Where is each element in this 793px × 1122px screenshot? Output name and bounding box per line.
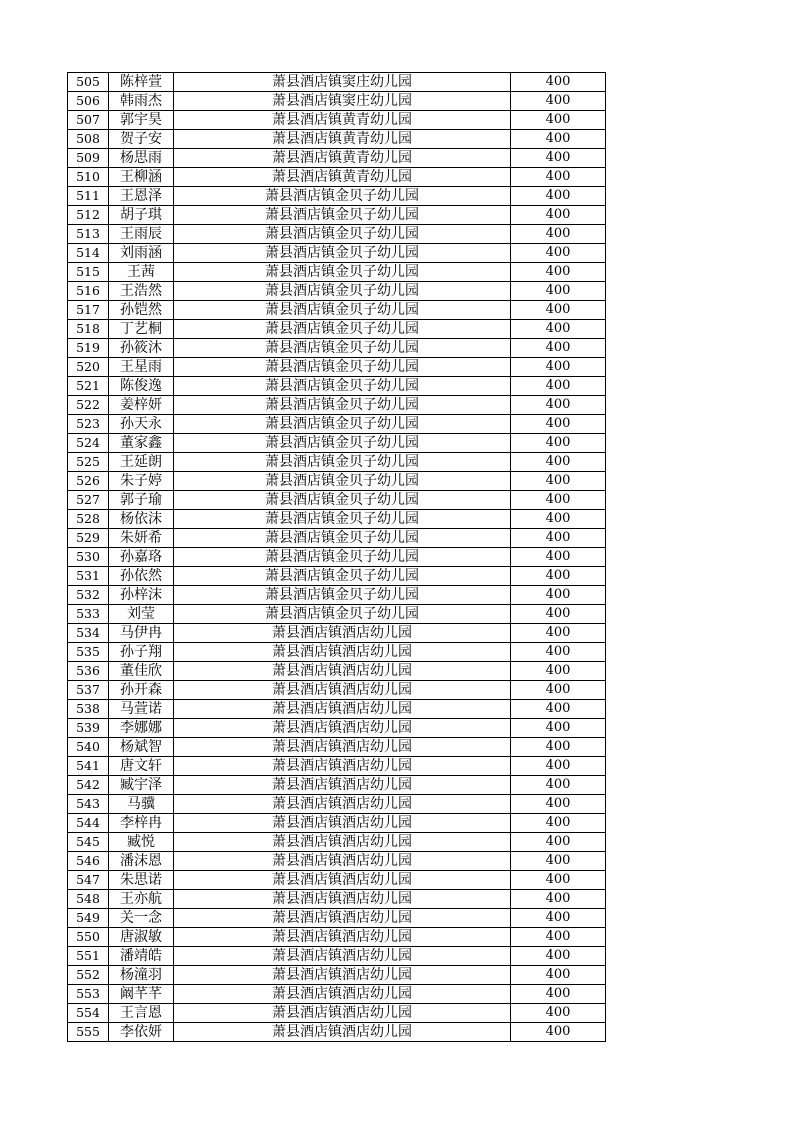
- child-name-cell: 王延朗: [109, 453, 174, 472]
- table-row: [68, 776, 606, 795]
- child-name-cell: 王恩泽: [109, 187, 174, 206]
- table-row: [68, 738, 606, 757]
- row-number-cell: 550: [68, 928, 109, 947]
- amount-cell: 400: [511, 586, 606, 605]
- amount-cell: 400: [511, 339, 606, 358]
- amount-cell: 400: [511, 643, 606, 662]
- child-name-cell: 王柳涵: [109, 168, 174, 187]
- kindergarten-name-cell: 萧县酒店镇酒店幼儿园: [174, 985, 511, 1004]
- child-name-cell: 潘沫恩: [109, 852, 174, 871]
- kindergarten-name-cell: 萧县酒店镇黄青幼儿园: [174, 168, 511, 187]
- table-row: [68, 1023, 606, 1042]
- table-row: [68, 985, 606, 1004]
- amount-cell: 400: [511, 529, 606, 548]
- amount-cell: 400: [511, 111, 606, 130]
- amount-cell: 400: [511, 795, 606, 814]
- kindergarten-name-cell: 萧县酒店镇酒店幼儿园: [174, 928, 511, 947]
- row-number-cell: 521: [68, 377, 109, 396]
- amount-cell: 400: [511, 206, 606, 225]
- row-number-cell: 520: [68, 358, 109, 377]
- kindergarten-name-cell: 萧县酒店镇金贝子幼儿园: [174, 434, 511, 453]
- row-number-cell: 539: [68, 719, 109, 738]
- amount-cell: 400: [511, 624, 606, 643]
- amount-cell: 400: [511, 909, 606, 928]
- kindergarten-name-cell: 萧县酒店镇黄青幼儿园: [174, 130, 511, 149]
- table-row: [68, 1004, 606, 1023]
- child-name-cell: 王浩然: [109, 282, 174, 301]
- amount-cell: 400: [511, 1023, 606, 1042]
- amount-cell: 400: [511, 187, 606, 206]
- row-number-cell: 525: [68, 453, 109, 472]
- child-name-cell: 刘莹: [109, 605, 174, 624]
- child-name-cell: 孙筱沐: [109, 339, 174, 358]
- child-name-cell: 朱妍希: [109, 529, 174, 548]
- row-number-cell: 552: [68, 966, 109, 985]
- table-row: [68, 529, 606, 548]
- kindergarten-name-cell: 萧县酒店镇酒店幼儿园: [174, 719, 511, 738]
- kindergarten-name-cell: 萧县酒店镇酒店幼儿园: [174, 662, 511, 681]
- row-number-cell: 508: [68, 130, 109, 149]
- row-number-cell: 513: [68, 225, 109, 244]
- row-number-cell: 555: [68, 1023, 109, 1042]
- child-name-cell: 臧宇泽: [109, 776, 174, 795]
- row-number-cell: 509: [68, 149, 109, 168]
- child-name-cell: 唐淑敏: [109, 928, 174, 947]
- table-row: [68, 168, 606, 187]
- kindergarten-name-cell: 萧县酒店镇酒店幼儿园: [174, 1004, 511, 1023]
- amount-cell: 400: [511, 320, 606, 339]
- amount-cell: 400: [511, 225, 606, 244]
- kindergarten-name-cell: 萧县酒店镇金贝子幼儿园: [174, 301, 511, 320]
- table-row: [68, 605, 606, 624]
- subsidy-table-wrapper: [67, 72, 606, 1042]
- amount-cell: 400: [511, 833, 606, 852]
- kindergarten-name-cell: 萧县酒店镇金贝子幼儿园: [174, 510, 511, 529]
- child-name-cell: 杨思雨: [109, 149, 174, 168]
- kindergarten-name-cell: 萧县酒店镇酒店幼儿园: [174, 871, 511, 890]
- child-name-cell: 王亦航: [109, 890, 174, 909]
- table-row: [68, 415, 606, 434]
- amount-cell: 400: [511, 510, 606, 529]
- kindergarten-name-cell: 萧县酒店镇金贝子幼儿园: [174, 415, 511, 434]
- table-row: [68, 111, 606, 130]
- amount-cell: 400: [511, 1004, 606, 1023]
- child-name-cell: 王星雨: [109, 358, 174, 377]
- child-name-cell: 朱思诺: [109, 871, 174, 890]
- kindergarten-name-cell: 萧县酒店镇酒店幼儿园: [174, 833, 511, 852]
- table-row: [68, 795, 606, 814]
- row-number-cell: 517: [68, 301, 109, 320]
- row-number-cell: 515: [68, 263, 109, 282]
- table-row: [68, 377, 606, 396]
- row-number-cell: 548: [68, 890, 109, 909]
- kindergarten-name-cell: 萧县酒店镇酒店幼儿园: [174, 624, 511, 643]
- kindergarten-name-cell: 萧县酒店镇金贝子幼儿园: [174, 320, 511, 339]
- child-name-cell: 李娜娜: [109, 719, 174, 738]
- child-name-cell: 马萱诺: [109, 700, 174, 719]
- row-number-cell: 551: [68, 947, 109, 966]
- kindergarten-name-cell: 萧县酒店镇金贝子幼儿园: [174, 396, 511, 415]
- row-number-cell: 530: [68, 548, 109, 567]
- kindergarten-name-cell: 萧县酒店镇金贝子幼儿园: [174, 472, 511, 491]
- amount-cell: 400: [511, 415, 606, 434]
- table-row: [68, 130, 606, 149]
- kindergarten-name-cell: 萧县酒店镇酒店幼儿园: [174, 643, 511, 662]
- kindergarten-name-cell: 萧县酒店镇酒店幼儿园: [174, 681, 511, 700]
- row-number-cell: 519: [68, 339, 109, 358]
- child-name-cell: 马伊冉: [109, 624, 174, 643]
- amount-cell: 400: [511, 548, 606, 567]
- kindergarten-name-cell: 萧县酒店镇酒店幼儿园: [174, 757, 511, 776]
- row-number-cell: 534: [68, 624, 109, 643]
- table-row: [68, 814, 606, 833]
- table-row: [68, 282, 606, 301]
- amount-cell: 400: [511, 472, 606, 491]
- row-number-cell: 540: [68, 738, 109, 757]
- child-name-cell: 陈梓萱: [109, 73, 174, 92]
- child-name-cell: 朱子婷: [109, 472, 174, 491]
- kindergarten-name-cell: 萧县酒店镇金贝子幼儿园: [174, 377, 511, 396]
- kindergarten-name-cell: 萧县酒店镇黄青幼儿园: [174, 111, 511, 130]
- amount-cell: 400: [511, 453, 606, 472]
- amount-cell: 400: [511, 662, 606, 681]
- kindergarten-name-cell: 萧县酒店镇金贝子幼儿园: [174, 453, 511, 472]
- child-name-cell: 丁艺桐: [109, 320, 174, 339]
- row-number-cell: 538: [68, 700, 109, 719]
- table-row: [68, 548, 606, 567]
- amount-cell: 400: [511, 377, 606, 396]
- table-row: [68, 871, 606, 890]
- row-number-cell: 527: [68, 491, 109, 510]
- table-row: [68, 491, 606, 510]
- child-name-cell: 孙依然: [109, 567, 174, 586]
- amount-cell: 400: [511, 168, 606, 187]
- subsidy-table: [67, 72, 606, 1042]
- row-number-cell: 545: [68, 833, 109, 852]
- child-name-cell: 刘雨涵: [109, 244, 174, 263]
- row-number-cell: 526: [68, 472, 109, 491]
- child-name-cell: 王茜: [109, 263, 174, 282]
- child-name-cell: 杨斌智: [109, 738, 174, 757]
- table-row: [68, 681, 606, 700]
- table-row: [68, 396, 606, 415]
- child-name-cell: 关一念: [109, 909, 174, 928]
- kindergarten-name-cell: 萧县酒店镇酒店幼儿园: [174, 700, 511, 719]
- amount-cell: 400: [511, 605, 606, 624]
- kindergarten-name-cell: 萧县酒店镇酒店幼儿园: [174, 947, 511, 966]
- kindergarten-name-cell: 萧县酒店镇酒店幼儿园: [174, 776, 511, 795]
- amount-cell: 400: [511, 358, 606, 377]
- table-row: [68, 928, 606, 947]
- child-name-cell: 阚芊芊: [109, 985, 174, 1004]
- kindergarten-name-cell: 萧县酒店镇金贝子幼儿园: [174, 529, 511, 548]
- row-number-cell: 547: [68, 871, 109, 890]
- table-row: [68, 472, 606, 491]
- row-number-cell: 511: [68, 187, 109, 206]
- row-number-cell: 512: [68, 206, 109, 225]
- kindergarten-name-cell: 萧县酒店镇酒店幼儿园: [174, 890, 511, 909]
- table-row: [68, 833, 606, 852]
- kindergarten-name-cell: 萧县酒店镇酒店幼儿园: [174, 814, 511, 833]
- kindergarten-name-cell: 萧县酒店镇酒店幼儿园: [174, 909, 511, 928]
- child-name-cell: 董家鑫: [109, 434, 174, 453]
- table-row: [68, 358, 606, 377]
- child-name-cell: 董佳欣: [109, 662, 174, 681]
- row-number-cell: 505: [68, 73, 109, 92]
- row-number-cell: 544: [68, 814, 109, 833]
- row-number-cell: 528: [68, 510, 109, 529]
- child-name-cell: 马骥: [109, 795, 174, 814]
- table-row: [68, 92, 606, 111]
- table-row: [68, 187, 606, 206]
- child-name-cell: 韩雨杰: [109, 92, 174, 111]
- row-number-cell: 522: [68, 396, 109, 415]
- kindergarten-name-cell: 萧县酒店镇金贝子幼儿园: [174, 187, 511, 206]
- kindergarten-name-cell: 萧县酒店镇金贝子幼儿园: [174, 244, 511, 263]
- amount-cell: 400: [511, 871, 606, 890]
- child-name-cell: 胡子琪: [109, 206, 174, 225]
- row-number-cell: 518: [68, 320, 109, 339]
- child-name-cell: 唐文轩: [109, 757, 174, 776]
- amount-cell: 400: [511, 814, 606, 833]
- child-name-cell: 李依妍: [109, 1023, 174, 1042]
- row-number-cell: 533: [68, 605, 109, 624]
- amount-cell: 400: [511, 149, 606, 168]
- amount-cell: 400: [511, 396, 606, 415]
- kindergarten-name-cell: 萧县酒店镇金贝子幼儿园: [174, 358, 511, 377]
- amount-cell: 400: [511, 73, 606, 92]
- table-row: [68, 947, 606, 966]
- amount-cell: 400: [511, 852, 606, 871]
- amount-cell: 400: [511, 681, 606, 700]
- amount-cell: 400: [511, 700, 606, 719]
- kindergarten-name-cell: 萧县酒店镇金贝子幼儿园: [174, 206, 511, 225]
- table-row: [68, 966, 606, 985]
- amount-cell: 400: [511, 928, 606, 947]
- row-number-cell: 514: [68, 244, 109, 263]
- table-row: [68, 567, 606, 586]
- kindergarten-name-cell: 萧县酒店镇金贝子幼儿园: [174, 605, 511, 624]
- table-row: [68, 643, 606, 662]
- kindergarten-name-cell: 萧县酒店镇金贝子幼儿园: [174, 282, 511, 301]
- row-number-cell: 529: [68, 529, 109, 548]
- row-number-cell: 531: [68, 567, 109, 586]
- row-number-cell: 524: [68, 434, 109, 453]
- row-number-cell: 532: [68, 586, 109, 605]
- kindergarten-name-cell: 萧县酒店镇金贝子幼儿园: [174, 548, 511, 567]
- kindergarten-name-cell: 萧县酒店镇金贝子幼儿园: [174, 586, 511, 605]
- table-row: [68, 852, 606, 871]
- row-number-cell: 537: [68, 681, 109, 700]
- table-row: [68, 149, 606, 168]
- table-row: [68, 73, 606, 92]
- row-number-cell: 541: [68, 757, 109, 776]
- child-name-cell: 贺子安: [109, 130, 174, 149]
- child-name-cell: 臧悦: [109, 833, 174, 852]
- child-name-cell: 郭子瑜: [109, 491, 174, 510]
- table-row: [68, 586, 606, 605]
- child-name-cell: 孙铠然: [109, 301, 174, 320]
- amount-cell: 400: [511, 757, 606, 776]
- table-body: [68, 73, 606, 1042]
- child-name-cell: 王雨辰: [109, 225, 174, 244]
- child-name-cell: 李梓冉: [109, 814, 174, 833]
- kindergarten-name-cell: 萧县酒店镇金贝子幼儿园: [174, 491, 511, 510]
- amount-cell: 400: [511, 947, 606, 966]
- amount-cell: 400: [511, 244, 606, 263]
- table-row: [68, 719, 606, 738]
- table-row: [68, 662, 606, 681]
- table-row: [68, 909, 606, 928]
- amount-cell: 400: [511, 738, 606, 757]
- amount-cell: 400: [511, 282, 606, 301]
- amount-cell: 400: [511, 92, 606, 111]
- row-number-cell: 554: [68, 1004, 109, 1023]
- table-row: [68, 624, 606, 643]
- kindergarten-name-cell: 萧县酒店镇金贝子幼儿园: [174, 225, 511, 244]
- amount-cell: 400: [511, 263, 606, 282]
- child-name-cell: 陈俊逸: [109, 377, 174, 396]
- table-row: [68, 244, 606, 263]
- row-number-cell: 507: [68, 111, 109, 130]
- child-name-cell: 杨潼羽: [109, 966, 174, 985]
- table-row: [68, 263, 606, 282]
- row-number-cell: 542: [68, 776, 109, 795]
- table-row: [68, 339, 606, 358]
- table-row: [68, 890, 606, 909]
- amount-cell: 400: [511, 130, 606, 149]
- amount-cell: 400: [511, 491, 606, 510]
- amount-cell: 400: [511, 434, 606, 453]
- row-number-cell: 546: [68, 852, 109, 871]
- child-name-cell: 姜梓妍: [109, 396, 174, 415]
- child-name-cell: 潘靖皓: [109, 947, 174, 966]
- child-name-cell: 郭宇昊: [109, 111, 174, 130]
- row-number-cell: 543: [68, 795, 109, 814]
- kindergarten-name-cell: 萧县酒店镇酒店幼儿园: [174, 795, 511, 814]
- table-row: [68, 206, 606, 225]
- kindergarten-name-cell: 萧县酒店镇酒店幼儿园: [174, 738, 511, 757]
- child-name-cell: 孙梓沫: [109, 586, 174, 605]
- table-row: [68, 510, 606, 529]
- amount-cell: 400: [511, 890, 606, 909]
- row-number-cell: 553: [68, 985, 109, 1004]
- child-name-cell: 杨依沫: [109, 510, 174, 529]
- table-row: [68, 700, 606, 719]
- table-row: [68, 453, 606, 472]
- child-name-cell: 孙嘉珞: [109, 548, 174, 567]
- amount-cell: 400: [511, 966, 606, 985]
- row-number-cell: 510: [68, 168, 109, 187]
- kindergarten-name-cell: 萧县酒店镇窦庄幼儿园: [174, 92, 511, 111]
- table-row: [68, 320, 606, 339]
- row-number-cell: 516: [68, 282, 109, 301]
- kindergarten-name-cell: 萧县酒店镇酒店幼儿园: [174, 1023, 511, 1042]
- kindergarten-name-cell: 萧县酒店镇酒店幼儿园: [174, 966, 511, 985]
- amount-cell: 400: [511, 776, 606, 795]
- table-row: [68, 757, 606, 776]
- row-number-cell: 523: [68, 415, 109, 434]
- amount-cell: 400: [511, 567, 606, 586]
- row-number-cell: 549: [68, 909, 109, 928]
- amount-cell: 400: [511, 985, 606, 1004]
- table-row: [68, 301, 606, 320]
- kindergarten-name-cell: 萧县酒店镇金贝子幼儿园: [174, 339, 511, 358]
- kindergarten-name-cell: 萧县酒店镇金贝子幼儿园: [174, 263, 511, 282]
- child-name-cell: 孙天永: [109, 415, 174, 434]
- child-name-cell: 孙子翔: [109, 643, 174, 662]
- row-number-cell: 536: [68, 662, 109, 681]
- table-row: [68, 225, 606, 244]
- row-number-cell: 535: [68, 643, 109, 662]
- amount-cell: 400: [511, 301, 606, 320]
- amount-cell: 400: [511, 719, 606, 738]
- kindergarten-name-cell: 萧县酒店镇窦庄幼儿园: [174, 73, 511, 92]
- child-name-cell: 王言恩: [109, 1004, 174, 1023]
- kindergarten-name-cell: 萧县酒店镇酒店幼儿园: [174, 852, 511, 871]
- kindergarten-name-cell: 萧县酒店镇金贝子幼儿园: [174, 567, 511, 586]
- row-number-cell: 506: [68, 92, 109, 111]
- table-row: [68, 434, 606, 453]
- kindergarten-name-cell: 萧县酒店镇黄青幼儿园: [174, 149, 511, 168]
- child-name-cell: 孙开森: [109, 681, 174, 700]
